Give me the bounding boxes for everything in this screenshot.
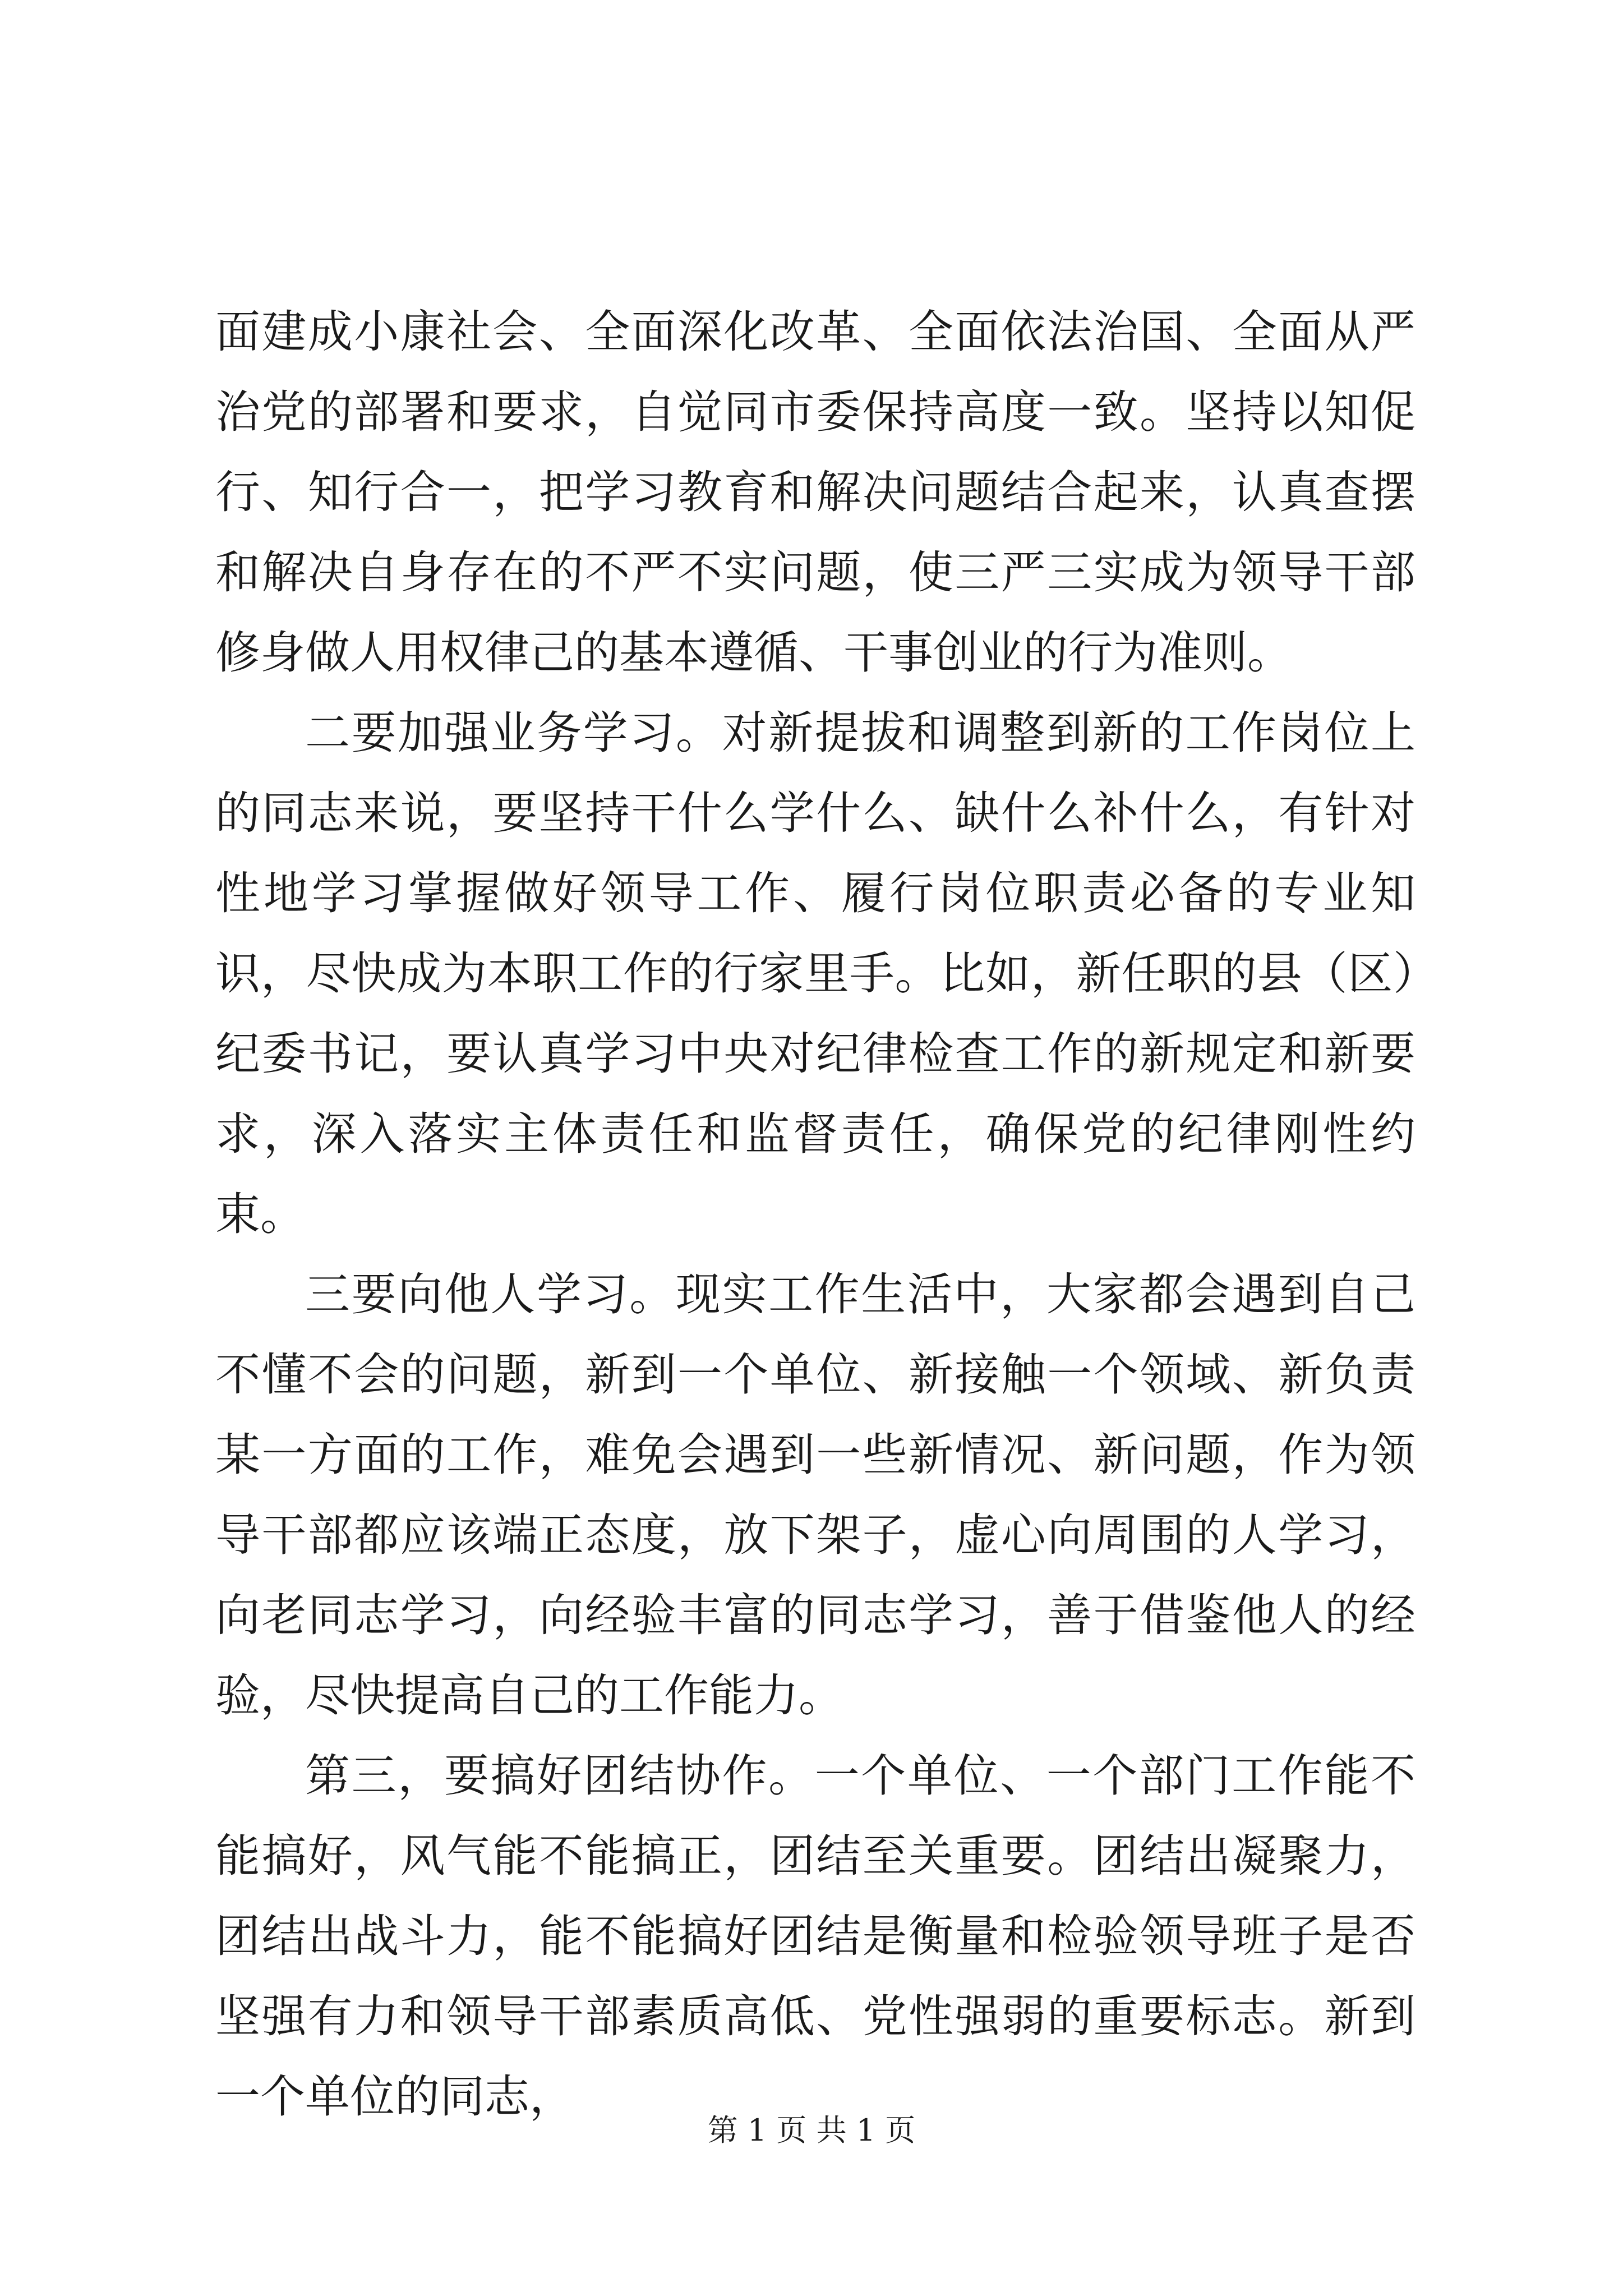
paragraph-4: 第三，要搞好团结协作。一个单位、一个部门工作能不能搞好，风气能不能搞正，团结至关重要。团结出凝聚力，团结出战斗力，能不能搞好团结是衡量和检验领导班子是否坚强有力和领导干部素质高低、党性强弱的重要标志。新到一个单位的同志， [215,1750,1415,2123]
paragraph-1: 面建成小康社会、全面深化改革、全面依法治国、全面从严治党的部署和要求，自觉同市委保持高度一致。坚持以知促行、知行合一，把学习教育和解决问题结合起来，认真查摆和解决自身存在的不严不实问题，使三严三实成为领导干部修身做人用权律己的基本遵循、干事创业的行为准则。 [215,306,1415,679]
page-number-footer: 第 1 页 共 1 页 [707,2113,916,2148]
document-body [215,292,1415,2137]
paragraph-2: 二要加强业务学习。对新提拔和调整到新的工作岗位上的同志来说，要坚持干什么学什么、缺什么补什么，有针对性地学习掌握做好领导工作、履行岗位职责必备的专业知识，尽快成为本职工作的行家里手。比如，新任职的县（区）纪委书记，要认真学习中央对纪律检查工作的新规定和新要求，深入落实主体责任和监督责任，确保党的纪律刚性约束。 [215,707,1415,1240]
paragraph-3: 三要向他人学习。现实工作生活中，大家都会遇到自己不懂不会的问题，新到一个单位、新接触一个领域、新负责某一方面的工作，难免会遇到一些新情况、新问题，作为领导干部都应该端正态度，放下架子，虚心向周围的人学习，向老同志学习，向经验丰富的同志学习，善于借鉴他人的经验，尽快提高自己的工作能力。 [215,1268,1415,1722]
